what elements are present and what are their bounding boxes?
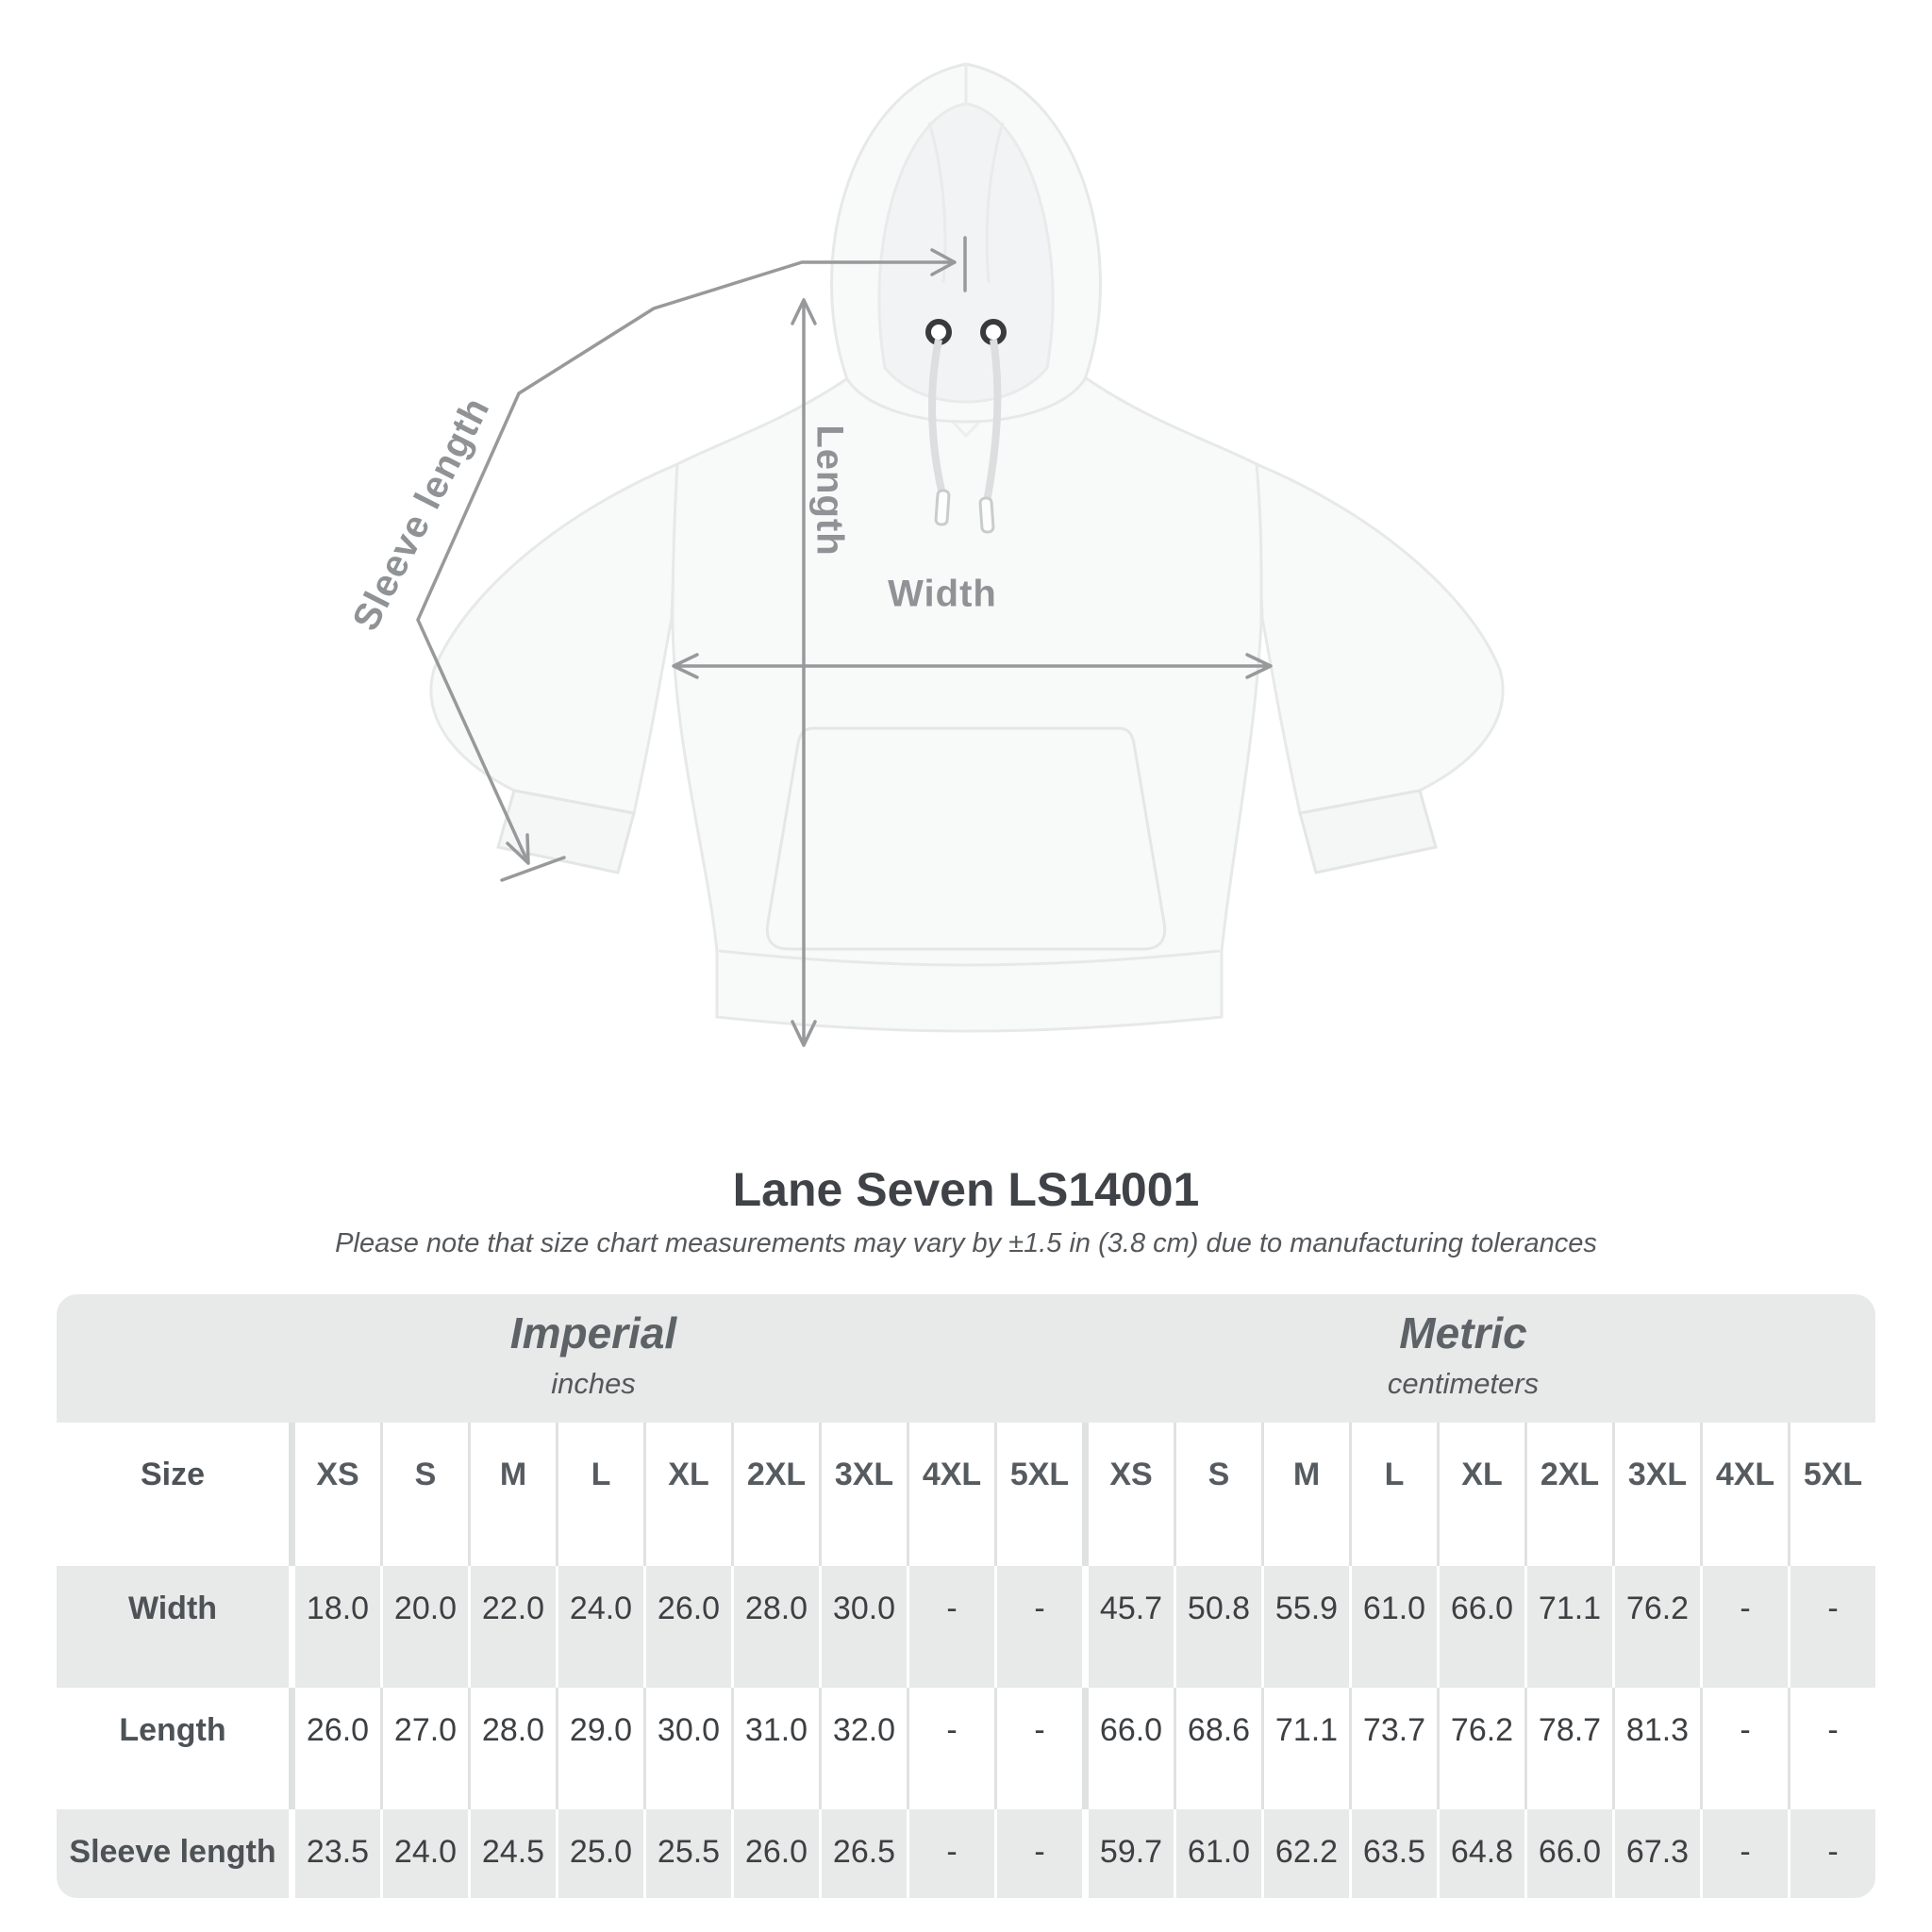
- size-header-cell: XS: [1082, 1423, 1174, 1566]
- measurement-cell: 81.3: [1612, 1688, 1700, 1809]
- measurement-cell: 26.0: [731, 1809, 819, 1898]
- aglet-left: [936, 491, 949, 525]
- size-header-cell: 2XL: [731, 1423, 819, 1566]
- measurement-cell: 28.0: [468, 1688, 556, 1809]
- size-header-cell: 3XL: [819, 1423, 907, 1566]
- size-header-cell: 5XL: [994, 1423, 1082, 1566]
- measurement-cell: 66.0: [1082, 1688, 1174, 1809]
- size-header-cell: S: [1174, 1423, 1261, 1566]
- measurement-cell: -: [1788, 1566, 1875, 1688]
- size-header-cell: XL: [643, 1423, 731, 1566]
- size-header-cell: L: [1349, 1423, 1437, 1566]
- measurement-cell: 28.0: [731, 1566, 819, 1688]
- hoodie-pocket: [767, 728, 1164, 949]
- measurement-cell: 71.1: [1524, 1566, 1612, 1688]
- measurement-cell: -: [1788, 1809, 1875, 1898]
- imperial-title: Imperial: [509, 1308, 677, 1357]
- measurement-cell: 66.0: [1524, 1809, 1612, 1898]
- size-header-cell: 4XL: [907, 1423, 994, 1566]
- measurement-cell: 76.2: [1612, 1566, 1700, 1688]
- measurement-cell: 32.0: [819, 1688, 907, 1809]
- measurement-cell: 30.0: [819, 1566, 907, 1688]
- measurement-cell: 31.0: [731, 1688, 819, 1809]
- measurement-cell: -: [907, 1809, 994, 1898]
- measurement-cell: 71.1: [1261, 1688, 1349, 1809]
- size-header-cell: XS: [289, 1423, 380, 1566]
- measurement-cell: 27.0: [380, 1688, 468, 1809]
- size-column-header: Size: [140, 1457, 206, 1492]
- measurement-cell: 76.2: [1437, 1688, 1524, 1809]
- measurement-cell: 67.3: [1612, 1809, 1700, 1898]
- measurement-cell: 59.7: [1082, 1809, 1174, 1898]
- length-label: Length: [808, 425, 851, 557]
- size-header-row: [57, 1423, 1875, 1566]
- table-row-sleeve-length: [57, 1809, 1875, 1898]
- metric-header: [1388, 1309, 1539, 1401]
- width-label: Width: [888, 573, 997, 615]
- measurement-cell: 18.0: [289, 1566, 380, 1688]
- measurement-cell: 78.7: [1524, 1688, 1612, 1809]
- measurement-cell: 24.0: [380, 1809, 468, 1898]
- size-chart-table: [57, 1294, 1875, 1898]
- measurement-cell: 25.0: [556, 1809, 643, 1898]
- size-header-cell: XL: [1437, 1423, 1524, 1566]
- product-title: Lane Seven LS14001: [732, 1163, 1200, 1216]
- size-header-cell: 3XL: [1612, 1423, 1700, 1566]
- measurement-cell: -: [1700, 1566, 1788, 1688]
- row-label: Width: [127, 1591, 218, 1626]
- measurement-cell: 50.8: [1174, 1566, 1261, 1688]
- measurement-cell: -: [907, 1566, 994, 1688]
- measurement-cell: 45.7: [1082, 1566, 1174, 1688]
- imperial-unit: inches: [551, 1366, 636, 1400]
- measurement-cell: 61.0: [1349, 1566, 1437, 1688]
- measurement-cell: 25.5: [643, 1809, 731, 1898]
- measurement-cell: -: [994, 1566, 1082, 1688]
- measurement-cell: 30.0: [643, 1688, 731, 1809]
- measurement-cell: 64.8: [1437, 1809, 1524, 1898]
- tolerance-note: Please note that size chart measurements may vary by ±1.5 in (3.8 cm) due to manufacturing tolerances: [335, 1228, 1597, 1258]
- measurement-cell: -: [1700, 1809, 1788, 1898]
- aglet-right: [980, 498, 993, 533]
- size-header-cell: L: [556, 1423, 643, 1566]
- table-row-length: [57, 1688, 1875, 1809]
- size-header-cell: M: [1261, 1423, 1349, 1566]
- metric-title: Metric: [1399, 1308, 1527, 1357]
- grommet-left-icon: [928, 322, 949, 342]
- sleeve-length-label: Sleeve length: [344, 391, 498, 638]
- measurement-cell: 24.5: [468, 1809, 556, 1898]
- size-header-cell: M: [468, 1423, 556, 1566]
- unit-header-band: [57, 1294, 1875, 1423]
- measurement-cell: -: [994, 1809, 1082, 1898]
- measurement-cell: -: [907, 1688, 994, 1809]
- measurement-cell: -: [1788, 1688, 1875, 1809]
- measurement-cell: 63.5: [1349, 1809, 1437, 1898]
- measurement-cell: 73.7: [1349, 1688, 1437, 1809]
- measurement-cell: 68.6: [1174, 1688, 1261, 1809]
- measurement-cell: -: [1700, 1688, 1788, 1809]
- row-label: Sleeve length: [69, 1834, 276, 1870]
- measurement-cell: 26.0: [289, 1688, 380, 1809]
- measurement-cell: 62.2: [1261, 1809, 1349, 1898]
- hoodie-right-sleeve: [1257, 464, 1503, 813]
- size-header-cell: S: [380, 1423, 468, 1566]
- measurement-cell: 29.0: [556, 1688, 643, 1809]
- hoodie-left-sleeve: [431, 464, 677, 813]
- imperial-header: [510, 1309, 676, 1401]
- measurement-cell: 23.5: [289, 1809, 380, 1898]
- size-header-cell: 5XL: [1788, 1423, 1875, 1566]
- table-row-width: [57, 1566, 1875, 1688]
- measurement-cell: 26.0: [643, 1566, 731, 1688]
- size-header-cell: 2XL: [1524, 1423, 1612, 1566]
- metric-unit: centimeters: [1387, 1366, 1540, 1400]
- size-header-cell: 4XL: [1700, 1423, 1788, 1566]
- measurement-cell: 22.0: [468, 1566, 556, 1688]
- measurement-cell: 55.9: [1261, 1566, 1349, 1688]
- grommet-right-icon: [983, 322, 1004, 342]
- measurement-cell: -: [994, 1688, 1082, 1809]
- row-label: Length: [119, 1712, 226, 1748]
- measurement-cell: 20.0: [380, 1566, 468, 1688]
- measurement-cell: 66.0: [1437, 1566, 1524, 1688]
- measurement-cell: 61.0: [1174, 1809, 1261, 1898]
- measurement-cell: 24.0: [556, 1566, 643, 1688]
- measurement-cell: 26.5: [819, 1809, 907, 1898]
